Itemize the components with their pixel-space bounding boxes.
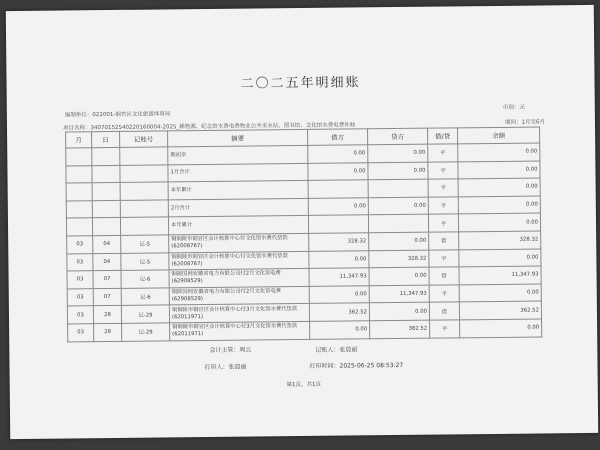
- ledger-sheet: [6, 5, 598, 439]
- cell-balance: 11,347.93: [459, 266, 541, 284]
- cell-credit: [368, 215, 428, 233]
- unit-label: 编制单位：022001-铜官区文化旅游体育局: [64, 111, 171, 119]
- cell-summary: 铜陵国网安徽省电力有限公司付2月文化馆电费(62908529): [169, 286, 309, 305]
- cell-day: 07: [93, 271, 121, 289]
- cell-voucher: 记-29: [122, 323, 170, 341]
- cell-voucher: 记-5: [121, 235, 169, 253]
- cell-month: 03: [68, 324, 94, 342]
- cell-month: [66, 218, 92, 236]
- cell-voucher: 记-29: [121, 305, 169, 323]
- cell-voucher: 记-6: [121, 288, 169, 306]
- cell-credit: 11,347.93: [369, 285, 429, 303]
- cell-direction: 平: [428, 197, 458, 215]
- cell-direction: 平: [429, 285, 459, 303]
- col-day: 日: [92, 131, 120, 147]
- cell-balance: 328.32: [459, 231, 541, 249]
- cell-debit: 0.00: [309, 286, 369, 304]
- ledger-body: [66, 143, 542, 341]
- printer-label: 打印人：张晨丽: [204, 363, 247, 372]
- col-voucher: 记账号: [120, 131, 168, 148]
- table-row: [68, 319, 542, 342]
- col-debit: 借方: [308, 129, 368, 146]
- cell-credit: 0.00: [369, 232, 429, 250]
- currency-label: 币别：元: [502, 104, 525, 111]
- cell-debit: 0.00: [309, 250, 369, 268]
- cell-balance: 0.00: [458, 143, 540, 161]
- cell-direction: 借: [429, 267, 459, 285]
- cell-direction: 借: [429, 232, 459, 250]
- cell-month: 03: [67, 271, 93, 289]
- cell-month: [66, 148, 92, 166]
- cell-balance: 0.00: [458, 196, 540, 214]
- cell-voucher: [120, 164, 168, 182]
- cell-credit: [368, 179, 428, 197]
- cell-day: [92, 200, 120, 218]
- cell-summary: 本年累计: [168, 181, 308, 200]
- bookkeeper-label: 记账人：张晨丽: [315, 346, 358, 354]
- cell-direction: 借: [429, 302, 459, 320]
- cell-voucher: 记-5: [121, 252, 169, 270]
- cell-voucher: 记-6: [121, 270, 169, 288]
- cell-debit: 0.00: [308, 198, 368, 216]
- cell-debit: 362.52: [309, 303, 369, 321]
- cell-balance: 0.00: [459, 249, 541, 267]
- page-number: 第1页，共1页: [286, 381, 321, 389]
- cell-day: 28: [93, 306, 121, 324]
- cell-direction: 平: [428, 214, 458, 232]
- cell-summary: 铜铜陵市铜官区会计核算中心付文化馆水费代垫款(62008767): [169, 233, 309, 252]
- cell-balance: 0.00: [460, 319, 542, 337]
- cell-balance: 0.00: [459, 284, 541, 302]
- cell-debit: 0.00: [308, 162, 368, 180]
- cell-voucher: [120, 182, 168, 200]
- cell-month: 03: [67, 288, 93, 306]
- cell-month: [66, 183, 92, 201]
- cell-voucher: [120, 147, 168, 165]
- cell-summary: 2月合计: [168, 198, 308, 217]
- cell-debit: [308, 180, 368, 198]
- cell-summary: 本年累计: [168, 216, 308, 235]
- cell-debit: 328.32: [309, 233, 369, 251]
- cell-day: [92, 183, 120, 201]
- cell-credit: 328.32: [369, 250, 429, 268]
- period-label: 期间：1月至6月: [504, 119, 546, 126]
- cell-summary: 1月合计: [168, 163, 308, 182]
- cell-balance: 0.00: [458, 161, 540, 179]
- cell-summary: 铜铜陵市铜官区会计核算中心付3月文化馆水费代垫款(62011971): [170, 321, 310, 340]
- cell-month: 03: [67, 236, 93, 254]
- cell-summary: 铜陵国网安徽省电力有限公司付2月文化馆电费(62908529): [169, 269, 309, 288]
- cell-credit: 0.00: [369, 267, 429, 285]
- print-time-label: 打印时间：2025-06-25 08:53:27: [309, 361, 404, 370]
- cell-credit: 362.52: [370, 320, 430, 338]
- cell-day: [92, 147, 120, 165]
- cell-month: 03: [67, 253, 93, 271]
- col-summary: 摘要: [168, 129, 308, 146]
- cell-credit: 0.00: [369, 303, 429, 321]
- col-direction: 借/贷: [428, 128, 458, 144]
- cell-day: 07: [93, 288, 121, 306]
- cell-voucher: [120, 200, 168, 218]
- cell-summary: 铜铜陵市铜官区会计核算中心付文化馆水费代垫款(62008767): [169, 251, 309, 270]
- cell-balance: 0.00: [458, 213, 540, 231]
- cell-day: [92, 165, 120, 183]
- cell-direction: 平: [428, 161, 458, 179]
- cell-debit: [308, 215, 368, 233]
- col-credit: 贷方: [368, 128, 428, 145]
- cell-direction: 平: [428, 144, 458, 162]
- cell-direction: 平: [428, 179, 458, 197]
- supervisor-label: 会计主管：周云: [209, 346, 252, 354]
- cell-debit: 0.00: [308, 145, 368, 163]
- cell-day: 04: [93, 253, 121, 271]
- cell-debit: 11,347.93: [309, 268, 369, 286]
- cell-day: [92, 218, 120, 236]
- cell-day: 04: [93, 235, 121, 253]
- cell-credit: 0.00: [368, 144, 428, 162]
- cell-month: [66, 165, 92, 183]
- cell-summary: 铜铜陵市铜官区会计核算中心付3月文化馆水费代垫款(62011971): [169, 304, 309, 323]
- cell-voucher: [120, 217, 168, 235]
- col-balance: 余额: [458, 127, 540, 144]
- cell-credit: 0.00: [368, 162, 428, 180]
- cell-direction: 平: [429, 249, 459, 267]
- col-month: 月: [66, 132, 92, 148]
- cell-balance: 362.52: [459, 301, 541, 319]
- cell-credit: 0.00: [368, 197, 428, 215]
- page-title: 二〇二五年明细账: [240, 75, 361, 92]
- cell-summary: 期初余: [168, 145, 308, 164]
- ledger-table: [65, 127, 542, 342]
- cell-month: [66, 200, 92, 218]
- account-label: 项目名称：34070152540220160004-2025_稀物源、纪念馆水费电费物业公共采水站、图书馆、文化馆水费电费补助: [62, 122, 356, 132]
- cell-month: 03: [67, 306, 93, 324]
- cell-balance: 0.00: [458, 178, 540, 196]
- cell-day: 28: [94, 323, 122, 341]
- cell-direction: 平: [430, 320, 460, 338]
- cell-debit: 0.00: [310, 321, 370, 339]
